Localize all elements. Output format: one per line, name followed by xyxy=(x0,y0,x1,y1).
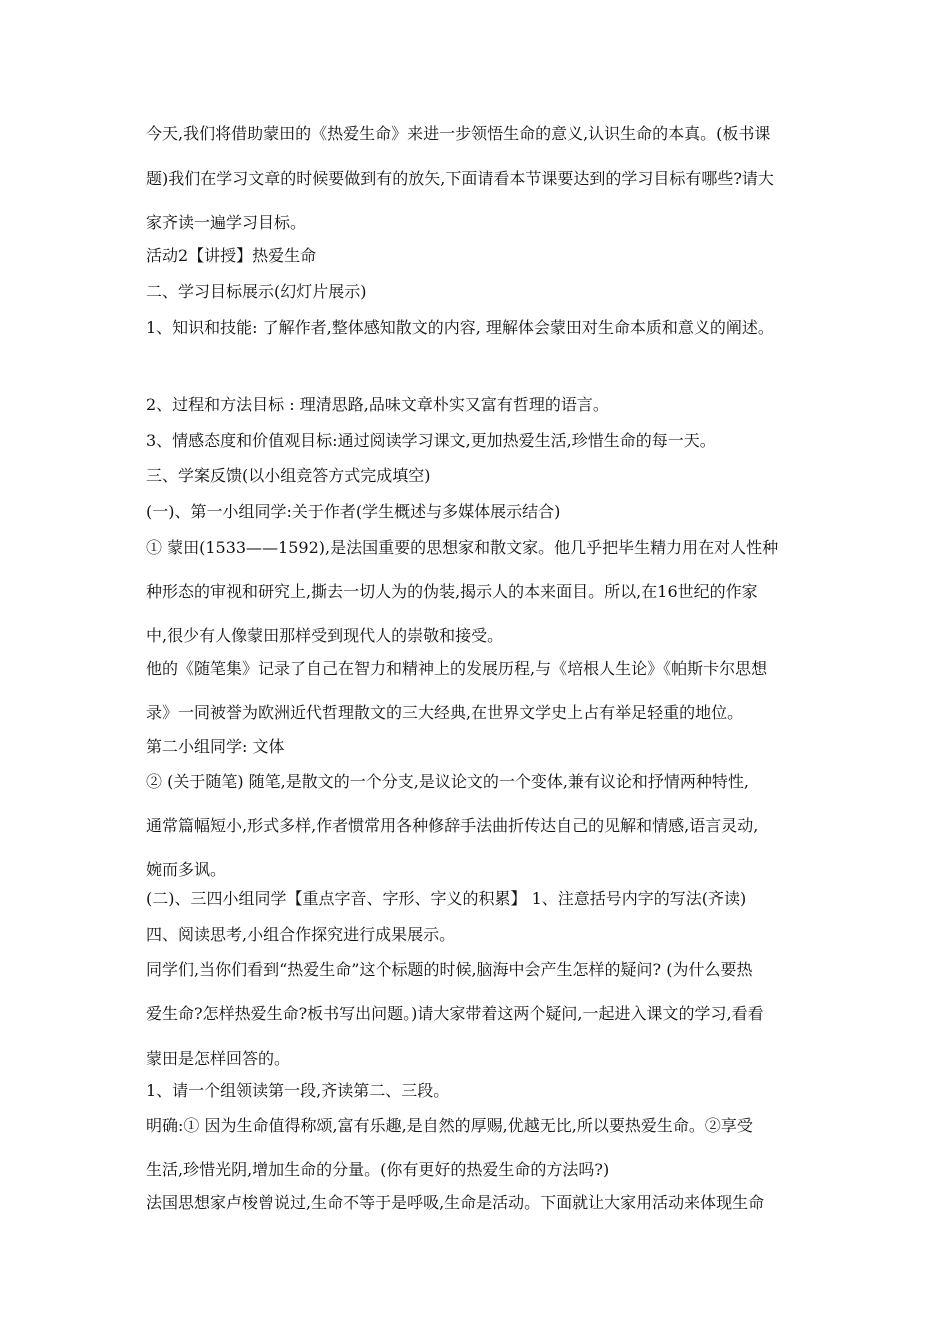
text-line: 明确:① 因为生命值得称颂,富有乐趣,是自然的厚赐,优越无比,所以要热爱生命。②享受 xyxy=(146,1116,753,1135)
text-line: ① 蒙田(1533——1592),是法国重要的思想家和散文家。他几乎把毕生精力用在对人性种 xyxy=(146,538,779,557)
text-line: 爱生命?怎样热爱生命?板书写出问题。)请大家带着这两个疑问,一起进入课文的学习,看看 xyxy=(146,1004,764,1023)
text-line: 家齐读一遍学习目标。 xyxy=(146,213,307,232)
text-line: 种形态的审视和研究上,撕去一切人为的伪装,揭示人的本来面目。所以,在16世纪的作家 xyxy=(146,582,758,601)
text-line: 题)我们在学习文章的时候要做到有的放矢,下面请看本节课要达到的学习目标有哪些?请大 xyxy=(146,169,774,188)
text-line: 3、情感态度和价值观目标:通过阅读学习课文,更加热爱生活,珍惜生命的每一天。 xyxy=(146,431,716,450)
text-line: 通常篇幅短小,形式多样,作者惯常用各种修辞手法曲折传达自己的见解和情感,语言灵动, xyxy=(146,816,759,835)
text-line: (一)、第一小组同学:关于作者(学生概述与多媒体展示结合) xyxy=(146,502,561,521)
text-line: 他的《随笔集》记录了自己在智力和精神上的发展历程,与《培根人生论》《帕斯卡尔思想 xyxy=(146,659,768,678)
text-line: 生活,珍惜光阴,增加生命的分量。(你有更好的热爱生命的方法吗?) xyxy=(146,1160,610,1179)
text-line: 今天,我们将借助蒙田的《热爱生命》来进一步领悟生命的意义,认识生命的本真。(板书课 xyxy=(146,124,771,143)
text-line: 2、过程和方法目标 : 理清思路,品味文章朴实又富有哲理的语言。 xyxy=(146,395,609,414)
section-heading: 三、学案反馈(以小组竞答方式完成填空) xyxy=(146,466,431,485)
section-heading: 二、学习目标展示(幻灯片展示) xyxy=(146,282,367,301)
text-line: 婉而多讽。 xyxy=(146,860,227,879)
text-line: 1、知识和技能: 了解作者,整体感知散文的内容, 理解体会蒙田对生命本质和意义的阐述。 xyxy=(146,318,774,337)
activity-heading: 活动2【讲授】热爱生命 xyxy=(146,246,317,265)
text-line: ② (关于随笔) 随笔,是散文的一个分支,是议论文的一个变体,兼有议论和抒情两种特性, xyxy=(146,772,750,791)
text-line: 同学们,当你们看到“热爱生命”这个标题的时候,脑海中会产生怎样的疑问? (为什么要热 xyxy=(146,960,753,979)
text-line: 第二小组同学: 文体 xyxy=(146,737,285,756)
text-line: 中,很少有人像蒙田那样受到现代人的崇敬和接受。 xyxy=(146,626,504,645)
text-line: 蒙田是怎样回答的。 xyxy=(146,1049,291,1068)
text-line: (二)、三四小组同学【重点字音、字形、字义的积累】 1、注意括号内字的写法(齐读) xyxy=(146,889,747,908)
text-line: 法国思想家卢梭曾说过,生命不等于是呼吸,生命是活动。下面就让大家用活动来体现生命 xyxy=(146,1193,765,1212)
section-heading: 四、阅读思考,小组合作探究进行成果展示。 xyxy=(146,925,456,944)
text-line: 录》一同被誉为欧洲近代哲理散文的三大经典,在世界文学史上占有举足轻重的地位。 xyxy=(146,703,744,722)
text-line: 1、请一个组领读第一段,齐读第二、三段。 xyxy=(146,1081,450,1100)
